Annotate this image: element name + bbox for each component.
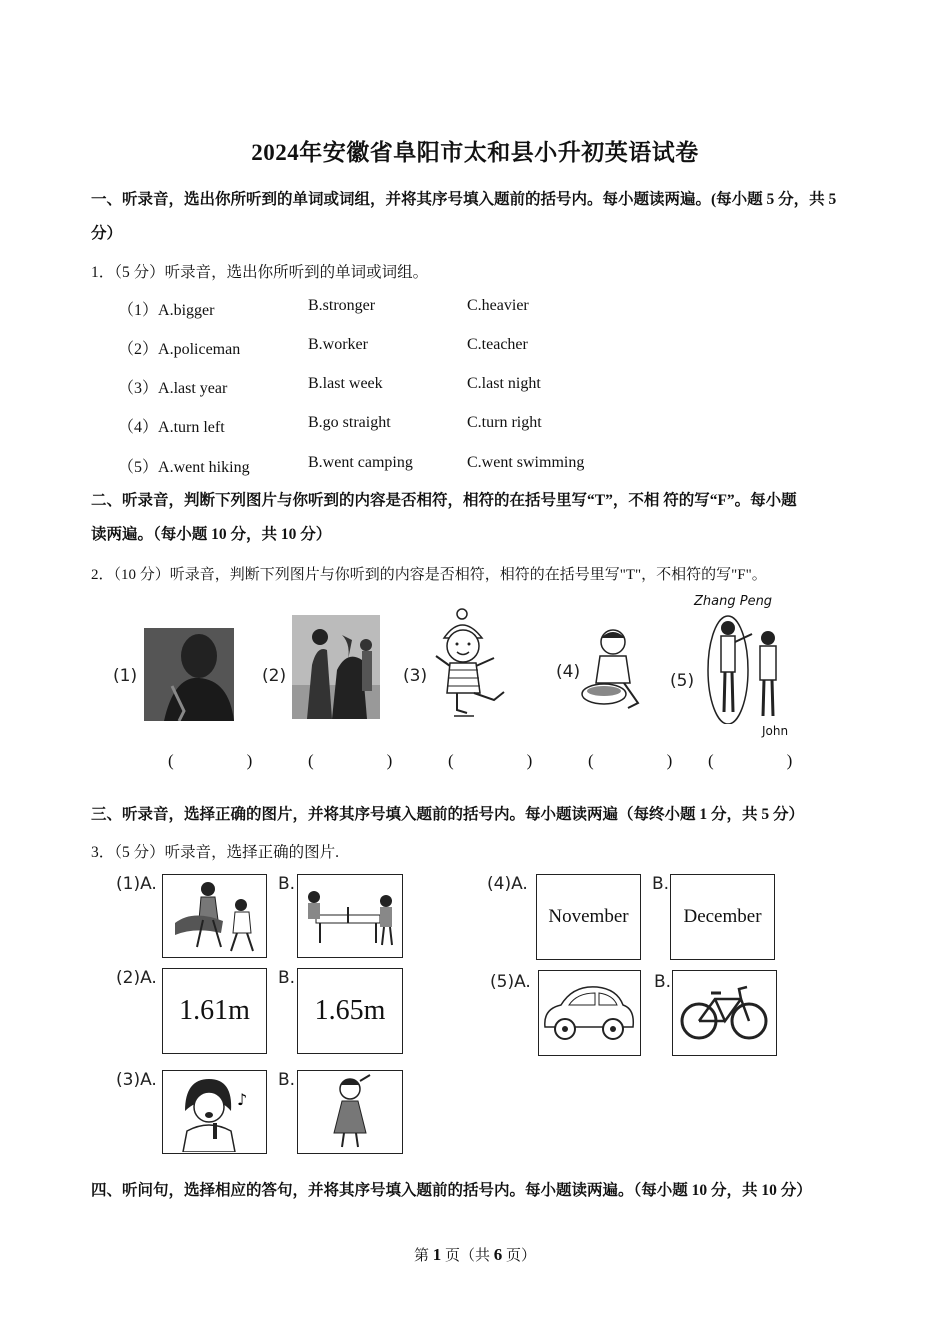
option-a: A.last year [158,380,228,397]
option-number: （3） [118,380,159,397]
option-c: C.teacher [467,336,528,353]
q3-4-option-a[interactable] [536,874,641,960]
page-title: 2024年安徽省阜阳市太和县小升初英语试卷 [251,140,699,165]
option-b: B.go straight [308,414,391,431]
footer-page-number: 1 [432,1245,442,1264]
man-portrait-image [144,616,234,721]
q3-4-option-b[interactable] [670,874,775,960]
section-2-heading [91,484,866,552]
horse-riders-image [292,615,380,719]
q3-4-label-b: B. [652,874,670,894]
option-b: B.worker [308,336,368,353]
option-a: A.bigger [158,302,215,319]
music-note-icon: ♪ [237,1090,248,1109]
option-a: A.policeman [158,341,241,358]
answer-bracket-5[interactable]: ( ) [708,751,821,770]
q3-3-label-a: (3)A. [116,1070,157,1090]
month-november: November [548,906,629,927]
girl-dancing-image [298,1071,401,1152]
height-value-b: 1.65m [314,995,386,1026]
ice-skating-child-image [432,608,522,720]
q3-5-option-b[interactable] [672,970,777,1056]
q3-2-label-b: B. [278,968,296,988]
option-c: C.heavier [467,297,529,314]
section-4-heading: 四、听问句，选择相应的答句，并将其序号填入题前的括号内。每小题读两遍。（每小题 10 分，共 10 分） [91,1182,812,1199]
option-number: （5） [118,459,159,476]
option-row-1 [118,297,214,320]
picture-2 [292,615,380,719]
picture-label-1: (1) [113,666,138,686]
footer-pre: 第 [413,1248,433,1264]
bicycle-image [673,971,775,1054]
q3-3-option-a[interactable] [162,1070,267,1154]
option-number: （1） [118,302,159,319]
footer-mid: 页（共 [441,1248,494,1264]
q3-5-label-b: B. [654,972,672,992]
question-2: 2．（10 分）听录音，判断下列图片与你听到的内容是否相符，相符的在括号里写"T"，不相符的写"F"。 [91,567,767,583]
q3-2-option-b[interactable] [297,968,403,1054]
option-number: （2） [118,341,159,358]
picture-label-2: (2) [262,666,287,686]
q3-3-label-b: B. [278,1070,296,1090]
picture-3 [432,608,522,720]
option-b: B.went camping [308,454,413,471]
option-c: C.went swimming [467,454,585,471]
picture-label-4: (4) [556,662,581,682]
answer-bracket-4[interactable]: ( ) [588,751,701,770]
option-number: （4） [118,419,159,436]
boy-washing-clothes-image [580,628,646,714]
section-1-heading-line1: 一、听录音，选出你所听到的单词或词组，并将其序号填入题前的括号内。每小题读两遍。(每小题 5 分，共 5 [91,191,837,208]
section-3-heading: 三、听录音，选择正确的图片，并将其序号填入题前的括号内。每小题读两遍（每终小题 1 分，共 5 分） [91,806,805,823]
picture-label-3: (3) [403,666,428,686]
option-a: A.went hiking [158,459,250,476]
option-b: B.stronger [308,297,376,314]
section-2-heading-line1: 二、听录音，判断下列图片与你听到的内容是否相符，相符的在括号里写“T”，不相 符的写“F”。每小题 [91,492,797,509]
q3-5-label-a: (5)A. [490,972,531,992]
answer-bracket-3[interactable]: ( ) [448,751,561,770]
q3-1-option-a[interactable] [162,874,267,958]
answer-bracket-2[interactable]: ( ) [308,751,421,770]
two-boys-image [700,612,790,724]
section-1-heading [91,183,866,251]
q3-1-label-a: (1)A. [116,874,157,894]
q3-1-label-b: B. [278,874,296,894]
children-playing-image [163,875,265,956]
picture-5 [700,612,790,724]
name-john: John [762,724,789,738]
option-c: C.turn right [467,414,542,431]
footer-post: 页） [502,1248,537,1264]
q3-2-option-a[interactable] [162,968,267,1054]
height-value-a: 1.61m [179,995,250,1026]
option-row-4 [118,414,225,437]
picture-label-5: (5) [670,671,695,691]
section-2-heading-line2: 读两遍。（每小题 10 分，共 10 分） [91,526,332,543]
section-1-heading-line2: 分） [91,225,123,242]
q3-4-label-a: (4)A. [487,874,528,894]
name-zhang-peng: Zhang Peng [694,594,773,609]
option-a: A.turn left [158,419,225,436]
option-b: B.last week [308,375,383,392]
car-image [539,971,639,1054]
q3-2-label-a: (2)A. [116,968,157,988]
q3-1-option-b[interactable] [297,874,403,958]
table-tennis-image [298,875,401,956]
answer-bracket-1[interactable]: ( ) [168,751,281,770]
picture-4 [580,628,646,714]
option-row-5 [118,454,250,477]
q3-3-option-b[interactable] [297,1070,403,1154]
question-3: 3．（5 分）听录音，选择正确的图片. [91,844,340,861]
picture-1 [144,616,234,721]
q3-5-option-a[interactable] [538,970,641,1056]
month-december: December [683,906,762,927]
option-row-3 [118,375,227,398]
question-1: 1．（5 分）听录音，选出你所听到的单词或词组。 [91,264,429,281]
option-c: C.last night [467,375,541,392]
girl-singing-image [163,1071,265,1152]
option-row-2 [118,336,240,359]
footer-total-pages: 6 [493,1245,503,1264]
page-footer [0,1244,950,1265]
